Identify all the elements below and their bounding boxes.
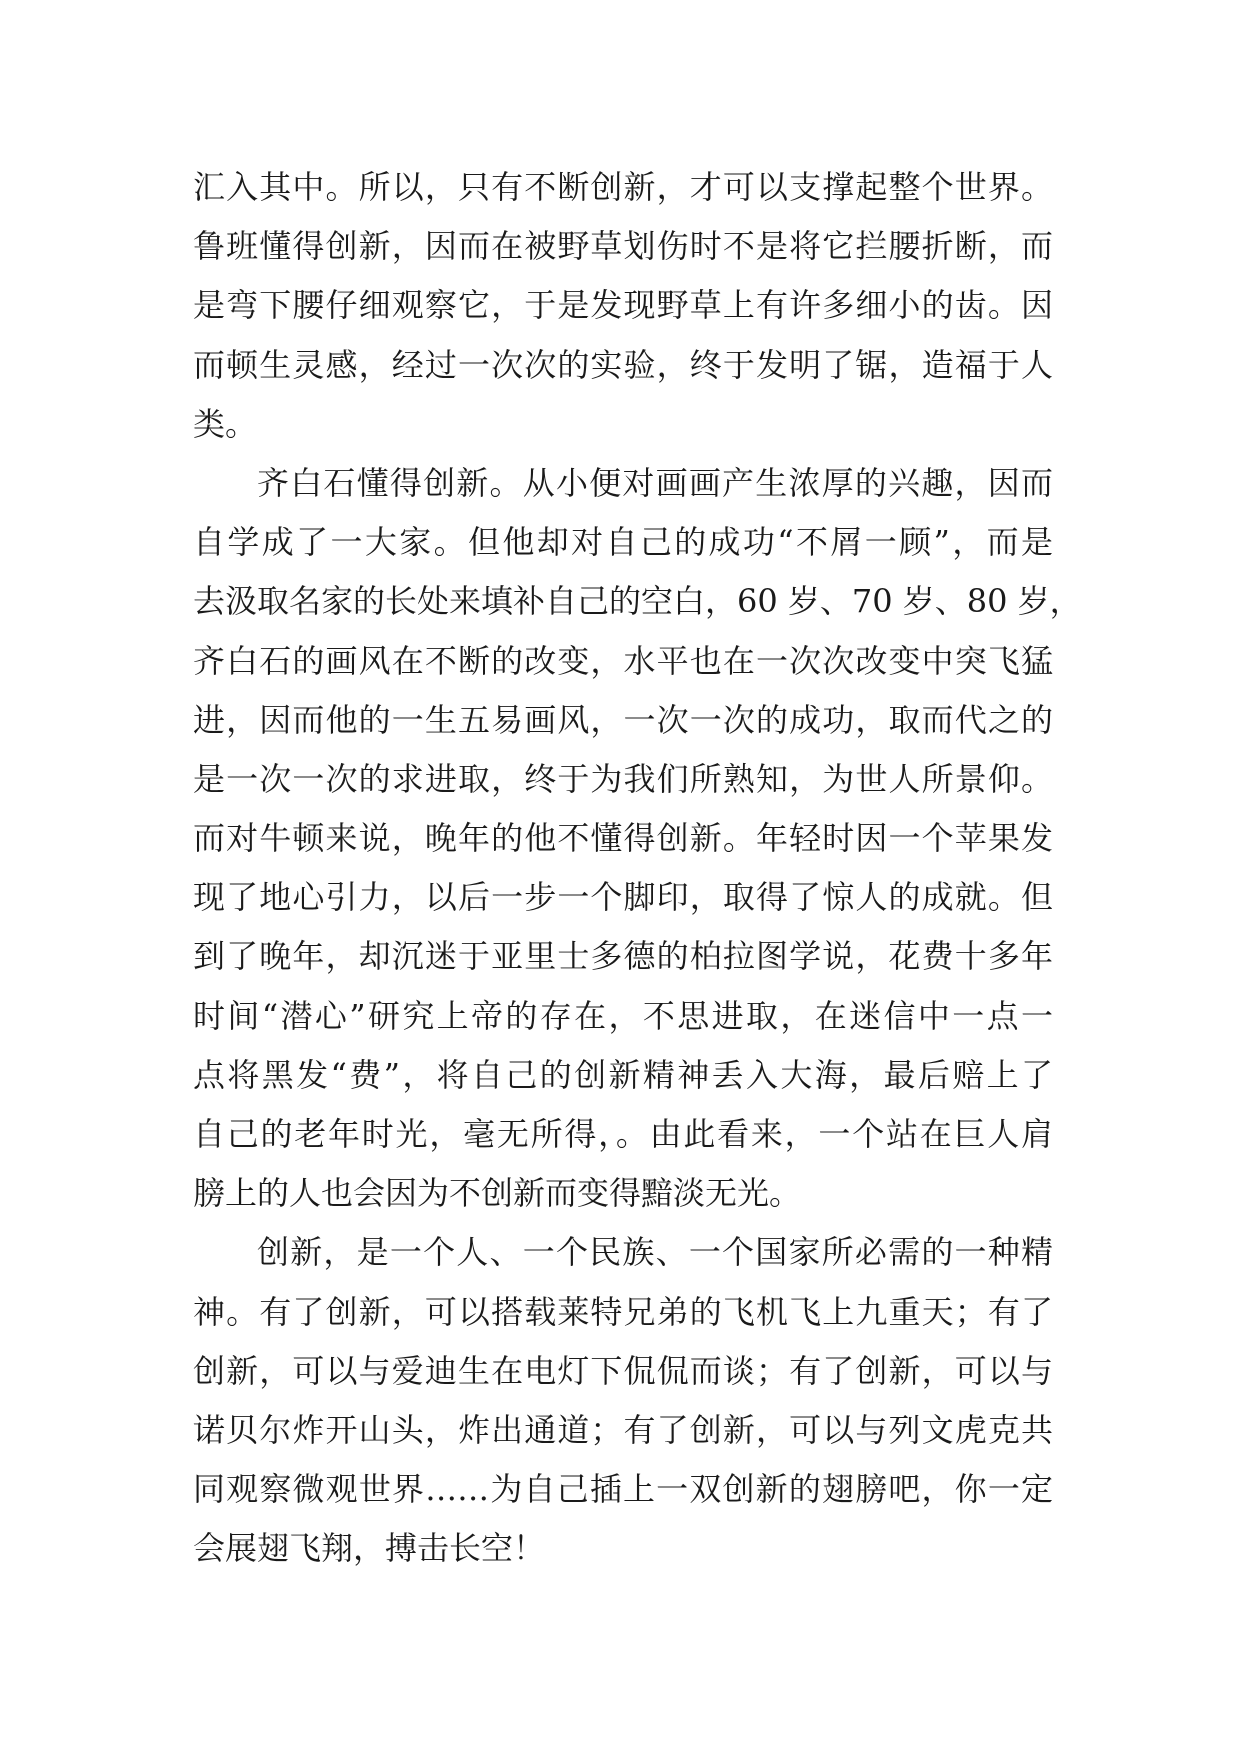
paragraph-2-line-3: 去汲取名家的长处来填补自己的空白，60 岁、70 岁、80 岁， — [193, 582, 1082, 621]
paragraph-2-line-9: 到了晚年，却沉迷于亚里士多德的柏拉图学说，花费十多年 — [193, 937, 1053, 976]
paragraph-1-line-5: 类。 — [193, 404, 258, 443]
paragraph-2-line-13: 膀上的人也会因为不创新而变得黯淡无光。 — [193, 1174, 802, 1213]
paragraph-2-line-1: 齐白石懂得创新。从小便对画画产生浓厚的兴趣，因而 — [257, 463, 1053, 502]
paragraph-2-line-12: 自己的老年时光，毫无所得，。由此看来，一个站在巨人肩 — [193, 1115, 1053, 1153]
paragraph-2-line-11: 点将黑发“费”，将自己的创新精神丢入大海，最后赔上了 — [193, 1055, 1053, 1094]
paragraph-2-line-7: 而对牛顿来说，晚年的他不懂得创新。年轻时因一个苹果发 — [193, 819, 1053, 858]
paragraph-3-line-2: 神。有了创新，可以搭载莱特兄弟的飞机飞上九重天；有了 — [193, 1292, 1053, 1331]
paragraph-3-line-5: 同观察微观世界……为自己插上一双创新的翅膀吧，你一定 — [193, 1470, 1053, 1509]
paragraph-2-line-4: 齐白石的画风在不断的改变，水平也在一次次改变中突飞猛 — [193, 641, 1053, 680]
paragraph-2-line-5: 进，因而他的一生五易画风，一次一次的成功，取而代之的 — [193, 700, 1053, 739]
paragraph-2-line-8: 现了地心引力，以后一步一个脚印，取得了惊人的成就。但 — [193, 878, 1053, 917]
paragraph-1-line-3: 是弯下腰仔细观察它，于是发现野草上有许多细小的齿。因 — [193, 286, 1053, 325]
paragraph-1-line-1: 汇入其中。所以，只有不断创新，才可以支撑起整个世界。 — [193, 168, 1053, 206]
paragraph-2-line-6: 是一次一次的求进取，终于为我们所熟知，为世人所景仰。 — [193, 759, 1053, 798]
document-body — [193, 158, 1082, 1579]
paragraph-2-line-2: 自学成了一大家。但他却对自己的成功“不屑一顾”，而是 — [193, 523, 1053, 562]
paragraph-3-line-4: 诺贝尔炸开山头，炸出通道；有了创新，可以与列文虎克共 — [193, 1410, 1053, 1449]
paragraph-3-line-3: 创新，可以与爱迪生在电灯下侃侃而谈；有了创新，可以与 — [193, 1351, 1053, 1390]
paragraph-2-line-10: 时间“潜心”研究上帝的存在，不思进取，在迷信中一点一 — [193, 996, 1053, 1035]
paragraph-1-line-4: 而顿生灵感，经过一次次的实验，终于发明了锯，造福于人 — [193, 345, 1053, 384]
paragraph-3-line-6: 会展翅飞翔，搏击长空！ — [193, 1529, 546, 1568]
paragraph-1-line-2: 鲁班懂得创新，因而在被野草划伤时不是将它拦腰折断，而 — [193, 227, 1053, 266]
paragraph-3-line-1: 创新，是一个人、一个民族、一个国家所必需的一种精 — [257, 1233, 1053, 1272]
